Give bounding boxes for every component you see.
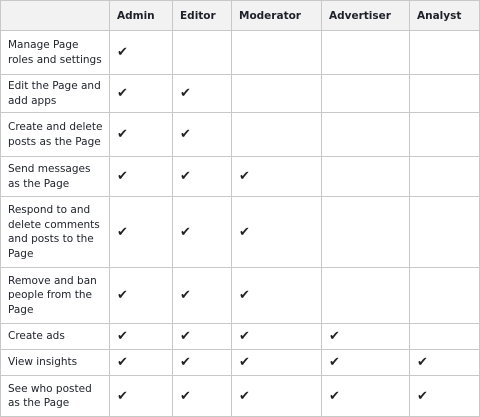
table-row <box>1 31 480 75</box>
checkmark-icon: ✔ <box>180 288 191 303</box>
permission-label: View insights <box>1 350 110 376</box>
checkmark-icon: ✔ <box>239 329 250 344</box>
header-cell-analyst: Analyst <box>410 1 480 31</box>
permission-cell-editor <box>173 31 232 75</box>
checkmark-icon: ✔ <box>417 355 428 370</box>
permission-cell-analyst <box>410 31 480 75</box>
table-row <box>1 197 480 268</box>
permission-cell-analyst <box>410 75 480 113</box>
permission-cell-admin <box>110 376 173 417</box>
permission-label: Create and delete posts as the Page <box>1 113 110 157</box>
checkmark-icon: ✔ <box>117 329 128 344</box>
permission-cell-editor <box>173 75 232 113</box>
table-row <box>1 75 480 113</box>
permission-cell-moderator <box>232 376 322 417</box>
checkmark-icon: ✔ <box>329 329 340 344</box>
checkmark-icon: ✔ <box>117 86 128 101</box>
header-cell-moderator: Moderator <box>232 1 322 31</box>
permission-label: Send messages as the Page <box>1 157 110 197</box>
permission-cell-moderator <box>232 31 322 75</box>
permission-cell-editor <box>173 113 232 157</box>
permission-cell-admin <box>110 157 173 197</box>
permission-cell-analyst <box>410 157 480 197</box>
permission-cell-analyst <box>410 197 480 268</box>
header-cell-blank <box>1 1 110 31</box>
checkmark-icon: ✔ <box>417 388 428 404</box>
permission-cell-moderator <box>232 268 322 324</box>
checkmark-icon: ✔ <box>117 127 128 142</box>
table-row <box>1 113 480 157</box>
table-row <box>1 268 480 324</box>
permission-cell-analyst <box>410 324 480 350</box>
checkmark-icon: ✔ <box>180 86 191 101</box>
header-cell-advertiser: Advertiser <box>322 1 410 31</box>
checkmark-icon: ✔ <box>180 329 191 344</box>
permission-cell-editor <box>173 376 232 417</box>
permission-cell-moderator <box>232 75 322 113</box>
permission-label: Remove and ban people from the Page <box>1 268 110 324</box>
permission-cell-moderator <box>232 157 322 197</box>
checkmark-icon: ✔ <box>117 288 128 303</box>
checkmark-icon: ✔ <box>117 45 128 60</box>
header-row <box>1 1 480 31</box>
checkmark-icon: ✔ <box>180 355 191 370</box>
checkmark-icon: ✔ <box>180 224 191 240</box>
permission-cell-advertiser <box>322 31 410 75</box>
permission-label: Respond to and delete comments and posts to the Page <box>1 197 110 268</box>
checkmark-icon: ✔ <box>117 388 128 404</box>
permission-cell-editor <box>173 350 232 376</box>
permission-cell-editor <box>173 157 232 197</box>
permission-label: Manage Page roles and settings <box>1 31 110 75</box>
table-row <box>1 350 480 376</box>
checkmark-icon: ✔ <box>180 388 191 404</box>
checkmark-icon: ✔ <box>239 288 250 303</box>
permission-cell-moderator <box>232 324 322 350</box>
permission-label: Edit the Page and add apps <box>1 75 110 113</box>
checkmark-icon: ✔ <box>117 224 128 240</box>
checkmark-icon: ✔ <box>180 169 191 184</box>
permission-cell-editor <box>173 197 232 268</box>
permission-cell-analyst <box>410 376 480 417</box>
checkmark-icon: ✔ <box>239 355 250 370</box>
permission-cell-admin <box>110 31 173 75</box>
permission-cell-admin <box>110 268 173 324</box>
permission-cell-analyst <box>410 268 480 324</box>
permission-cell-moderator <box>232 197 322 268</box>
permission-label: See who posted as the Page <box>1 376 110 417</box>
checkmark-icon: ✔ <box>329 355 340 370</box>
checkmark-icon: ✔ <box>239 169 250 184</box>
permission-cell-moderator <box>232 350 322 376</box>
table-row <box>1 376 480 417</box>
permission-cell-admin <box>110 350 173 376</box>
permission-cell-admin <box>110 197 173 268</box>
table-row <box>1 157 480 197</box>
permission-cell-admin <box>110 75 173 113</box>
permission-cell-advertiser <box>322 324 410 350</box>
permission-label: Create ads <box>1 324 110 350</box>
permission-cell-admin <box>110 324 173 350</box>
permission-cell-editor <box>173 268 232 324</box>
permission-cell-analyst <box>410 113 480 157</box>
checkmark-icon: ✔ <box>117 355 128 370</box>
permission-cell-advertiser <box>322 157 410 197</box>
permission-cell-advertiser <box>322 197 410 268</box>
permission-cell-advertiser <box>322 268 410 324</box>
permission-cell-advertiser <box>322 113 410 157</box>
header-cell-admin: Admin <box>110 1 173 31</box>
checkmark-icon: ✔ <box>239 224 250 240</box>
permission-cell-admin <box>110 113 173 157</box>
permission-cell-advertiser <box>322 75 410 113</box>
checkmark-icon: ✔ <box>239 388 250 404</box>
checkmark-icon: ✔ <box>117 169 128 184</box>
permission-cell-editor <box>173 324 232 350</box>
table-row <box>1 324 480 350</box>
table-body <box>1 31 480 417</box>
permission-cell-moderator <box>232 113 322 157</box>
checkmark-icon: ✔ <box>180 127 191 142</box>
permission-cell-analyst <box>410 350 480 376</box>
checkmark-icon: ✔ <box>329 388 340 404</box>
header-cell-editor: Editor <box>173 1 232 31</box>
permission-cell-advertiser <box>322 376 410 417</box>
permission-cell-advertiser <box>322 350 410 376</box>
